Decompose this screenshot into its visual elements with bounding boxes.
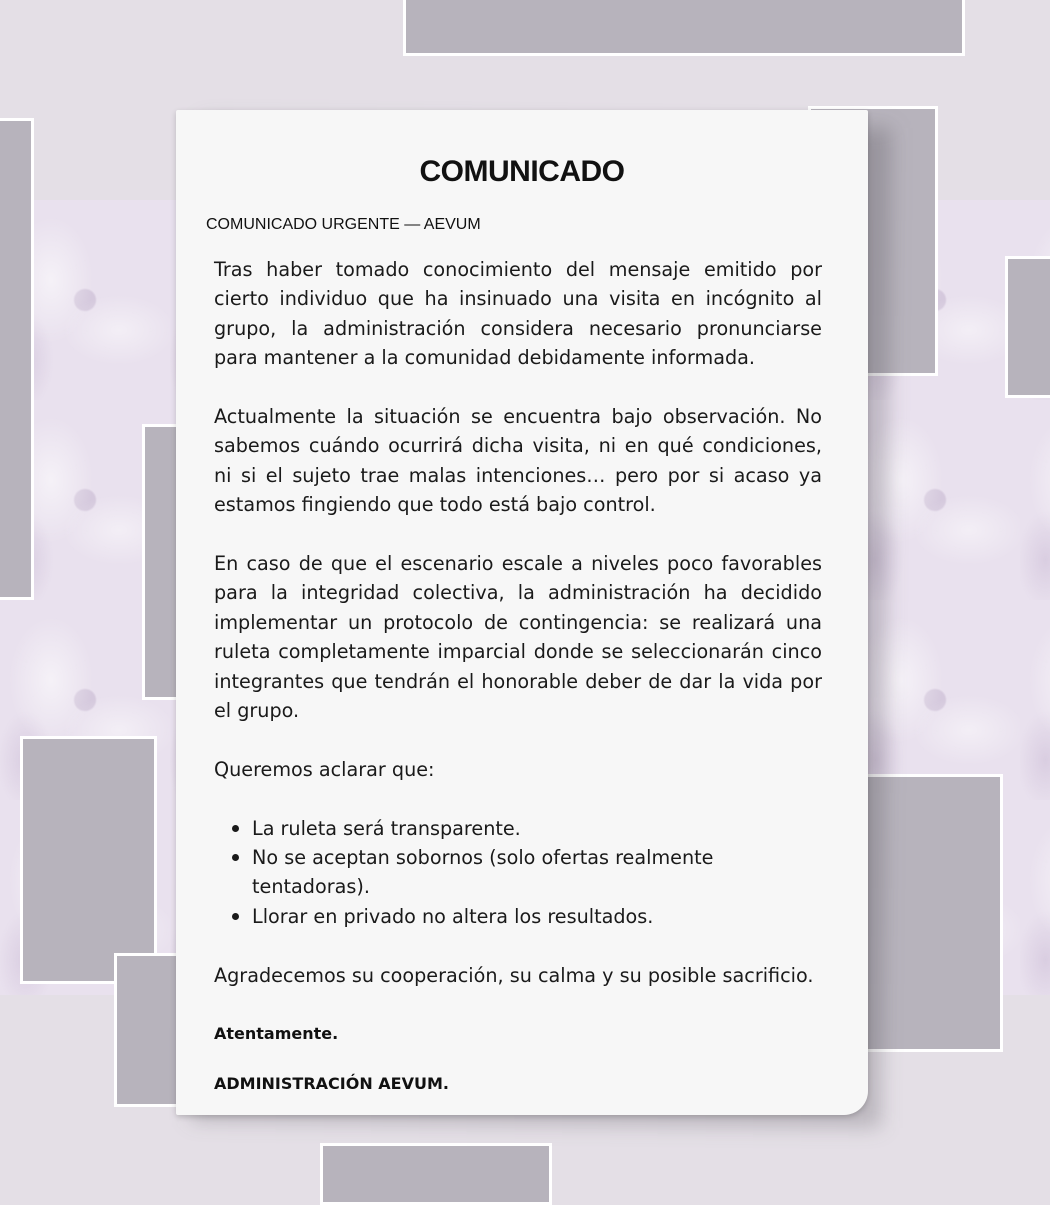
notice-subtitle: COMUNICADO URGENTE — AEVUM	[206, 216, 481, 233]
paragraph-1: Tras haber tomado conocimiento del mensaje emitido por cierto individuo que ha insinuado una visita en incógnito al grupo, la administración considera necesario pronunciarse para mantener a la comunidad debidamente informada.	[214, 258, 822, 370]
notice-body	[214, 255, 822, 990]
paragraph-3: En caso de que el escenario escale a niveles poco favorables para la integridad colectiva, la administración ha decidido implementar un protocolo de contingencia: se realizará una ruleta completamente imparcial donde se seleccionarán cinco integrantes que tendrán el honorable deber de dar la vida por el grupo.	[214, 552, 822, 723]
list-item: No se aceptan sobornos (solo ofertas realmente tentadoras).	[252, 843, 822, 902]
decor-block-top	[403, 0, 965, 56]
decor-block-left-tall	[0, 118, 34, 600]
page-title: COMUNICADO	[419, 155, 625, 188]
notice-paper	[176, 110, 868, 1115]
closing-paragraph: Agradecemos su cooperación, su calma y su posible sacrificio.	[214, 963, 814, 987]
bullet-icon	[232, 854, 239, 861]
decor-block-bottom	[320, 1143, 552, 1205]
list-intro: Queremos aclarar que:	[214, 757, 435, 781]
clarifications-list	[214, 814, 822, 932]
decor-block-left-lower	[20, 736, 157, 984]
paragraph-2: Actualmente la situación se encuentra bajo observación. No sabemos cuándo ocurrirá dicha visita, ni en qué condiciones, ni si el sujeto trae malas intenciones… pero por si acaso ya estamos fingiendo que todo está bajo control.	[214, 405, 822, 517]
list-item: Llorar en privado no altera los resultados.	[252, 902, 822, 931]
bullet-icon	[232, 913, 239, 920]
signature: ADMINISTRACIÓN AEVUM.	[214, 1074, 449, 1093]
bullet-icon	[232, 825, 239, 832]
decor-block-right-edge	[1005, 256, 1050, 398]
list-item: La ruleta será transparente.	[252, 814, 822, 843]
sign-off: Atentamente.	[214, 1024, 339, 1043]
